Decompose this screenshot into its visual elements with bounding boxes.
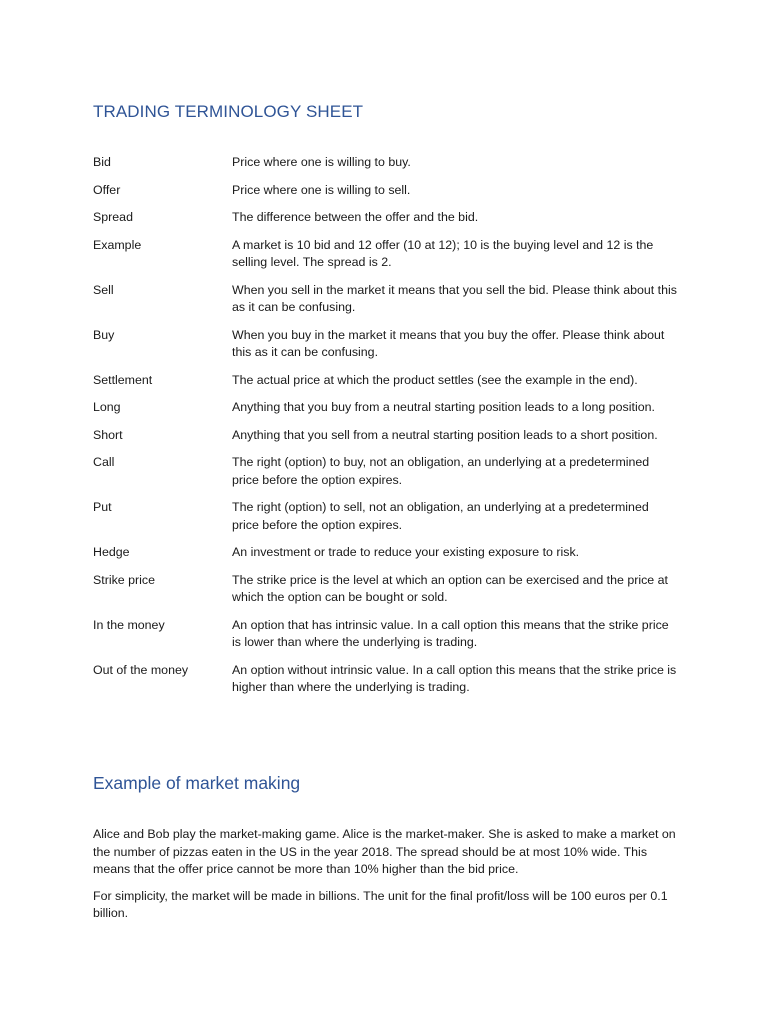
term-row <box>93 572 683 607</box>
term-row <box>93 427 683 445</box>
term-definition: The difference between the offer and the bid. <box>232 210 479 224</box>
term-row <box>93 544 683 562</box>
term-name: Buy <box>93 327 115 342</box>
term-name: Out of the money <box>93 662 189 677</box>
term-definition: Price where one is willing to sell. <box>232 182 411 197</box>
term-name: Long <box>93 400 121 414</box>
term-definition: The right (option) to buy, not an obligation, an underlying at a predetermined price before the option expires. <box>232 455 650 487</box>
term-definition: When you sell in the market it means that you sell the bid. Please think about this as it can be confusing. <box>232 282 677 314</box>
term-row <box>93 154 683 172</box>
term-row <box>93 237 683 272</box>
document-title: TRADING TERMINOLOGY SHEET <box>93 102 364 121</box>
term-name: Sell <box>93 282 114 297</box>
term-name: Put <box>93 500 112 514</box>
term-definition: When you buy in the market it means that you buy the offer. Please think about this as it can be confusing. <box>232 327 665 359</box>
term-row <box>93 182 683 200</box>
term-row <box>93 662 683 697</box>
term-name: Offer <box>93 182 121 197</box>
term-name: Example <box>93 237 142 252</box>
term-definition: The strike price is the level at which an option can be exercised and the price at which the option can be bought or sold. <box>232 572 668 604</box>
term-row <box>93 617 683 652</box>
term-name: Spread <box>93 210 133 224</box>
term-definition: The actual price at which the product settles (see the example in the end). <box>232 372 638 387</box>
term-row <box>93 399 683 417</box>
terminology-list <box>93 154 683 707</box>
term-row <box>93 454 683 489</box>
term-row <box>93 372 683 390</box>
term-name: Hedge <box>93 545 130 559</box>
term-row <box>93 327 683 362</box>
term-name: Short <box>93 427 123 442</box>
term-definition: Anything that you sell from a neutral starting position leads to a short position. <box>232 427 658 442</box>
term-name: Settlement <box>93 372 153 387</box>
section-heading: Example of market making <box>93 773 301 793</box>
term-definition: A market is 10 bid and 12 offer (10 at 12); 10 is the buying level and 12 is the selling level. The spread is 2. <box>232 237 654 269</box>
term-definition: Anything that you buy from a neutral starting position leads to a long position. <box>232 400 655 414</box>
example-paragraph: For simplicity, the market will be made in billions. The unit for the final profit/loss will be 100 euros per 0.1 billion. <box>93 888 668 920</box>
term-definition: An investment or trade to reduce your existing exposure to risk. <box>232 545 580 559</box>
term-name: Strike price <box>93 572 155 587</box>
example-paragraph: Alice and Bob play the market-making game. Alice is the market-maker. She is asked to make a market on the number of pizzas eaten in the US in the year 2018. The spread should be at most 10% wide. This means that the offer price cannot be more than 10% higher than the bid price. <box>93 827 676 876</box>
example-section <box>93 826 683 932</box>
term-name: Bid <box>93 155 111 169</box>
term-row <box>93 209 683 227</box>
term-row <box>93 282 683 317</box>
term-name: In the money <box>93 617 165 632</box>
term-definition: Price where one is willing to buy. <box>232 155 411 169</box>
term-definition: The right (option) to sell, not an obligation, an underlying at a predetermined price before the option expires. <box>232 500 649 532</box>
term-definition: An option without intrinsic value. In a call option this means that the strike price is higher than where the underlying is trading. <box>232 662 677 694</box>
term-name: Call <box>93 455 115 469</box>
term-row <box>93 499 683 534</box>
term-definition: An option that has intrinsic value. In a call option this means that the strike price is lower than where the underlying is trading. <box>232 617 669 649</box>
